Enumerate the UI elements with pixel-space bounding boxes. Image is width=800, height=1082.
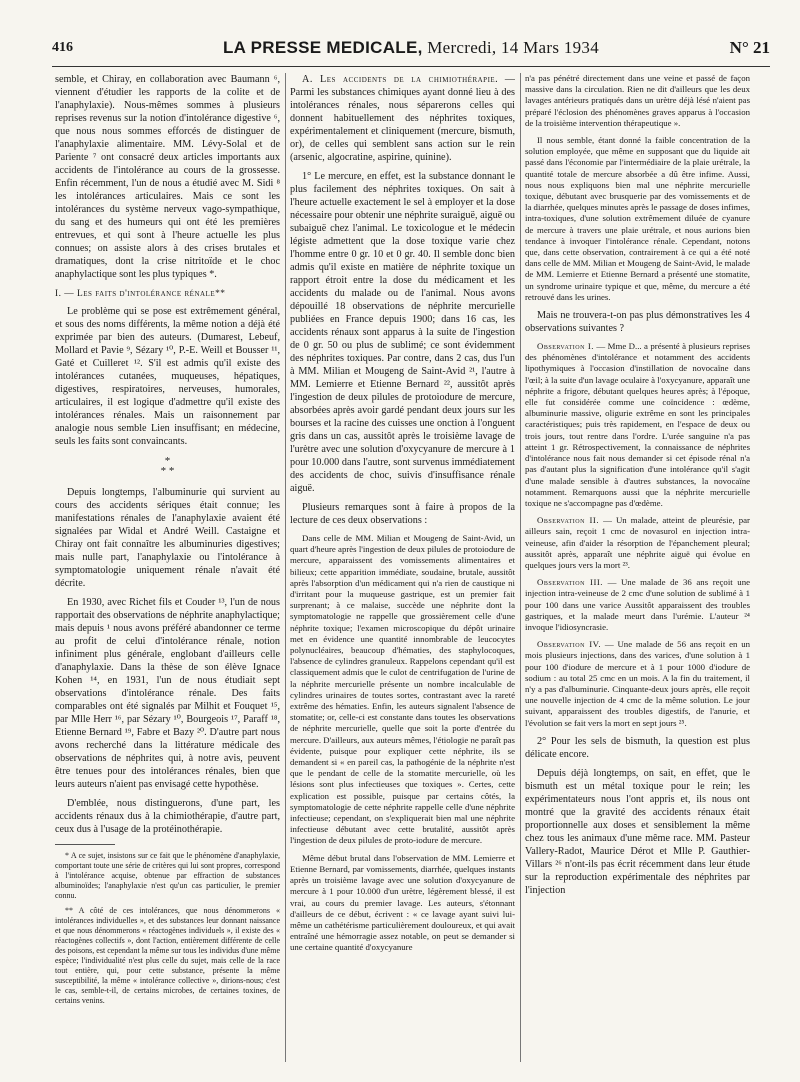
observation-label: Observation III. — [537, 577, 603, 588]
paragraph: Plusieurs remarques sont à faire à propos de la lecture de ces deux observations : — [290, 502, 515, 526]
journal-name: LA PRESSE MEDICALE, — [222, 38, 423, 57]
column-2 — [290, 73, 515, 1072]
journal-title-line — [52, 38, 770, 58]
footnote: ** A côté de ces intolérances, que nous dénommerons « intolérances individuelles », et des substances leur donnant naissance et que nous dénommerons « réactogènes individuels », il existe des « réactogènes collectifs », dont l'action, entièrement différente de celle des poisons, est cependant la même sur tous les individus d'une même espèce; l'individualité n'est plus celle du sujet, mais celle de la race tout entière, qui, pour cette substance, présente la même susceptibilité, la même « intolérance collective », dirions-nous; c'est le cas, semble-t-il, de certains microbes, de certaines toxines, de certains venins. — [55, 906, 280, 1005]
observation-text: — Une malade de 56 ans reçoit en un mois plusieurs injections, dans des varices, d'une solution à 1 pour 100 d'iodure de mercure et à 1 pour 1000 d'iodure de sodium : au total 25 cmc en un mois. A la fin du traitement, il n'y a pas d'albuminurie. Cinquante-deux jours après, elle reçoit une nouvelle injection de 4 cmc de la même solution. Le jour suivant, apparaissent des troubles digestifs, de l'anurie, et l'évolution se fait vers la mort en sept jours ²⁵. — [525, 639, 750, 728]
paragraph: En 1930, avec Richet fils et Couder ¹³, l'un de nous rapportait des observations de néphrite anaphylactique; mais depuis ¹ nous avons préféré abandonner ce terme au profit de celui d'intolérance rénale, notion infiniment plus générale, englobant d'ailleurs celle d'anaphylaxie. Dans la thèse de son élève Ignace Kohen ¹⁴, en 1931, l'un de nous étudiait sept observations d'intolérance rénale. Des faits comparables ont été signalés par Milhit et Fouquet ¹⁵, par Mlle Herr ¹⁶, par Sézary ¹⁰, Bourgeois ¹⁷, Paraff ¹⁸, Etienne Bernard ¹⁹, Fabre et Bazy ²⁰. D'autre part nous avons recherché dans la littérature médicale des observations de néphrites qui, à notre avis, peuvent être tenues pour des intolérances rénales, bien que leurs auteurs n'aient pas envisagé cette hypothèse. — [55, 597, 280, 790]
observation-text: — Une malade de 36 ans reçoit une injection intra-veineuse de 2 cmc d'une solution de sublimé à 1 pour 100 dans une varice Aussitôt apparaissent des troubles gastriques, et la malade meurt dans l'urémie. L'auteur ²⁴ invoque l'idiosyncrasie. — [525, 577, 750, 632]
subsection-label: A. Les accidents de la chimiothérapie. — [302, 74, 499, 85]
section-separator: * * * — [160, 455, 175, 477]
column-divider — [285, 73, 286, 1062]
footnote-rule — [55, 844, 115, 845]
observation — [525, 341, 750, 509]
observation — [525, 639, 750, 729]
column-3 — [525, 73, 750, 1072]
page-number: 416 — [52, 40, 73, 55]
paragraph: Depuis déjà longtemps, on sait, en effet, que le bismuth est un métal toxique pour le rein; les expérimentateurs nous l'ont appris et, ils nous ont montré que la gravité des accidents rénaux était proportionnelle aux doses et sensiblement la même chez tous les animaux d'une même race. MM. Pasteur Vallery-Radot, Maurice Dérot et Mlle P. Gauthier-Villars ²⁶ n'ont-ils pas écrit récemment dans leur étude sur la reproduction expérimentale des néphrites par l'injection — [525, 767, 750, 896]
issue-number: N° 21 — [729, 38, 770, 57]
observation-label: Observation II. — [537, 515, 600, 526]
paragraph-text: — Parmi les substances chimiques ayant donné lieu à des intolérances rénales, nous séparerons celles qui donnent habituellement des néphrites toxiques, expérimentalement et cliniquement (mercure, bismuth, or), de celles qui semblent sans action sur le rein (arsenic, algocratine, aspirine, quinine). — [290, 74, 515, 163]
column-1 — [55, 73, 280, 1072]
observation-label: Observation I. — [537, 341, 594, 352]
observation — [525, 515, 750, 571]
paragraph: Il nous semble, étant donné la faible concentration de la solution employée, que même en supposant que du liquide ait passé dans l'économie par l'intermédiaire de la plaie urétrale, la quantité totale de mercure absorbée a dû être infime. Aussi, nous nous expliquons bien mal une néphrite mercurielle toxique, débutant avec brusquerie par des vomissements et de la diarrhée, quelques minutes après le passage de doses infimes, intra-toxiques, d'une solution extrêmement diluée de cyanure de mercure à travers une plaie urétrale, et nous aurions bien tendance à invoquer l'intolérance rénale. Cependant, notons que, dans cette observation, contrairement à ce qui a été noté dans celle de MM. Milian et Mougeng de Saint-Avid, le malade de MM. Lemierre et Etienne Bernard a présenté une stomatite, un syndrome urinaire typique et que, même, du mercure a été retrouvé dans les urines. — [525, 135, 750, 302]
paragraph: D'emblée, nous distinguerons, d'une part, les accidents rénaux dus à la chimiothérapie, d'autre part, ceux dus à l'usage de la protéinothérapie. — [55, 798, 280, 835]
header-rule — [52, 66, 770, 67]
paragraph: semble, et Chiray, en collaboration avec Baumann ⁶, viennent d'étudier les rapports de la colite et de l'anaphylaxie). Nous-mêmes sommes à plusieurs reprises revenus sur la notion d'intolérance digestive ⁶, que nous nous sommes efforcés de distinguer de l'anaphylaxie alimentaire. MM. Lévy-Solal et de Pariente ⁷ ont consacré deux articles importants aux accidents de l'intolérance au cours de la grossesse. Enfin récemment, l'un de nous a étudié avec M. Sidi ⁸ les intolérances articulaires. Mais ce sont les intolérances du système nerveux vago-sympathique, du sang et des humeurs qui ont été les premières entrevues, et qui sont à l'heure actuelle les plus connues; on assiste alors à des crises brutales et dramatiques, dont la crise nitritoïde et le choc anaphylactique sont les plus typiques *. — [55, 74, 280, 280]
paragraph — [290, 73, 515, 164]
section-heading: I. — Les faits d'intolérance rénale** — [55, 289, 226, 299]
paragraph: Le problème qui se pose est extrêmement général, et sous des noms différents, la même notion a déjà été exprimée par bien des auteurs. (Dumarest, Lebeuf, Mollard et Pavie ⁹, Sézary ¹⁰, P.-E. Weill et Bousser ¹¹, Gaté et Cuilleret ¹². S'il est admis qu'il existe des intolérances cutanées, muqueuses, hépatiques, digestives, respiratoires, nerveuses, humorales, articulaires, il est logique d'admettre qu'il existe des intolérances rénales. Mais un raisonnement par analogie nous semble Lien insuffisant; en médecine, seuls les faits sont convaincants. — [55, 306, 280, 447]
page-header — [52, 40, 770, 62]
paragraph: n'a pas pénétré directement dans une veine et passé de façon massive dans la circulation. Rien ne dit d'ailleurs que les deux lavages antérieurs pratiqués dans un urètre déjà lésé n'aient pas préparé l'éclosion des phénomènes graves apparus à l'occasion de la troisième intervention thérapeutique ». — [525, 73, 750, 128]
paragraph: Mais ne trouvera-t-on pas plus démonstratives les 4 observations suivantes ? — [525, 310, 750, 335]
footnote: * A ce sujet, insistons sur ce fait que le phénomène d'anaphylaxie, comportant toute une série de critères qui lui sont propres, correspond à l'intolérance acquise, obtenue par effraction de substances albuminoïdes; l'anaphylaxie n'est qu'un cas particulier, le premier connu. — [55, 851, 280, 900]
observation-text: — Un malade, atteint de pleurésie, par ailleurs sain, reçoit 1 cmc de novasurol en injection intra-veineuse, afin d'aider la résorption de l'épanchement pleural; aussitôt après, apparaît une néphrite aiguë qui évolue en quelques jours vers la mort ²³. — [525, 515, 750, 570]
issue-date: Mercredi, 14 Mars 1934 — [427, 38, 600, 57]
paragraph: Même début brutal dans l'observation de MM. Lemierre et Etienne Bernard, par vomissements, diarrhée, quelques instants après un troisième lavage avec une solution d'oxycyanure de mercure à 1 pour 10.000 d'un urètre, légèrement blessé, il est vrai, au cours du premier lavage. Les auteurs, s'étonnant d'ailleurs de ce début, écrivent : « ce lavage ayant suivi lui-même un cathétérisme particulièrement douloureux, et qui avait entraîné une hémorragie assez notable, on peut se demander si une certaine quantité d'oxycyanure — [290, 852, 515, 953]
observation — [525, 577, 750, 633]
paragraph: Depuis longtemps, l'albuminurie qui survient au cours des accidents sériques était connue; les manifestations rénales de l'anaphylaxie avaient été signalées par Widal et André Weill. Castaigne et Chiray ont fait connaître les albuminuries digestives; mais nulle part, l'anaphylaxie ou l'intolérance à symptomatologie uniquement rénale n'avait été décrite. — [55, 487, 280, 589]
observation-text: — Mme D... a présenté à plusieurs reprises des phénomènes d'intolérance et notamment des accidents lipothymiques à l'occasion d'instillation de novocaïne dans l'œil; à la suite d'un lavage oculaire à l'oxycyanure, apparaît une néphrite a frigore, débutant quelques heures après; à l'époque, elle fut considérée comme une coïncidence : œdème, albuminurie massive, oligurie extrême en sont les principales caractéristiques; puis très rapidement, en l'espace de deux ou trois jours, tout rentre dans l'ordre. L'urée sanguine n'a pas atteint 1 gr. Rétrospectivement, la connaissance de néphrites d'intolérance nous fait nous demander si cet épisode rénal n'a pas d'autant plus la signification d'une intolérance qu'il s'agit d'une malade sensible à d'autres substances, la novocaïne notamment. Remarquons aussi que la néphrite mercurielle toxique ne s'accompagne pas d'œdème. — [525, 341, 750, 508]
paragraph: 2° Pour les sels de bismuth, la question est plus délicate encore. — [525, 735, 750, 760]
observation-label: Observation IV. — [537, 639, 602, 650]
column-divider — [520, 73, 521, 1062]
paragraph: 1° Le mercure, en effet, est la substance donnant le plus facilement des néphrites toxiques. On sait à l'heure actuelle exactement le sel à employer et la dose nécessaire pour obtenir une néphrite suraiguë, aiguë ou subaiguë chez l'animal. Le toxicologue et le médecin légiste admettent que la dose toxique varie chez l'homme entre 0 gr. 10 et 0 gr. 40. Il semble donc bien admis qu'il existe en matière de néphrite toxique un rapport étroit entre la dose du médicament et les accidents du malade ou de l'animal. Nous avons dépouillé 18 observations de néphrite mercurielle publiées en France depuis 1900; dans 16 cas, les accidents rénaux sont apparus à la suite de l'ingestion de 0 gr. 50 ou plus de sublimé; ce sont évidemment des néphrites toxiques. Par contre, dans 2 cas, dus l'un à MM. Milian et Mougeng de Saint-Avid ²¹, l'autre à MM. Lemierre et Etienne Bernard ²², aussitôt après l'ingestion de deux pilules de protoiodure de mercure, absorbées après avoir gardé pendant deux jours sur les bourses et la racine des cuisses une onction à l'onguent gris dans un cas, aussitôt après le troisième lavage de l'urètre avec une solution d'oxycyanure de mercure à 1 pour 10.000 dans l'autre, sont survenus immédiatement des accidents de choc, suivis d'insuffisance rénale aiguë. — [290, 171, 515, 494]
paragraph: Dans celle de MM. Milian et Mougeng de Saint-Avid, un quart d'heure après l'ingestion de deux pilules de protoiodure de mercure, apparaissent des vomissements alimentaires et bilieux; cette apparition immédiate, soudaine, brutale, aussitôt après l'absorption d'un médicament qui n'a rien de caustique ni d'irritant pour la muqueuse gastrique, est un premier fait surprenant; à ce malaise, succède une néphrite dont la symptomatologie ne rappelle que grossièrement celle d'une néphrite toxique; l'examen microscopique du dépôt urinaire met en évidence une quantité innombrable de leucocytes polynucléaires, beaucoup d'hématies, des staphylocoques, l'absence de cylindres granuleux. Rappelons cependant qu'il est classiquement admis que le culot de centrifugation de l'urine de la néphrite mercurielle présente un nombre incalculable de cylindres urinaires de toutes sortes, contrastant avec la rareté extrême des hématies. Enfin, les auteurs signalent l'absence de stomatite; or, celle-ci est constante dans toutes les observations de néphrite mercurielle, quelle que soit la porte d'entrée du mercure. D'ailleurs, aux auteurs mêmes, l'étiologie ne paraît pas évidente, puisque pour expliquer cette néphrite, ils se demandent si « en pareil cas, la pathogénie de la néphrite n'est que le pendant de celle de la stomatite mercurielle, où les lésions sont plus infectieuses que toxiques ». Certes, cette explication est possible, puisque par certains côtés, la symptomatologie de cette néphrite rappelle celle d'une néphrite infectieuse; cependant, on s'expliquerait bien mal une néphrite infectieuse débutant avec cette brutalité, aussitôt après l'ingestion de deux pilules de proto-iodure de mercure. — [290, 533, 515, 846]
